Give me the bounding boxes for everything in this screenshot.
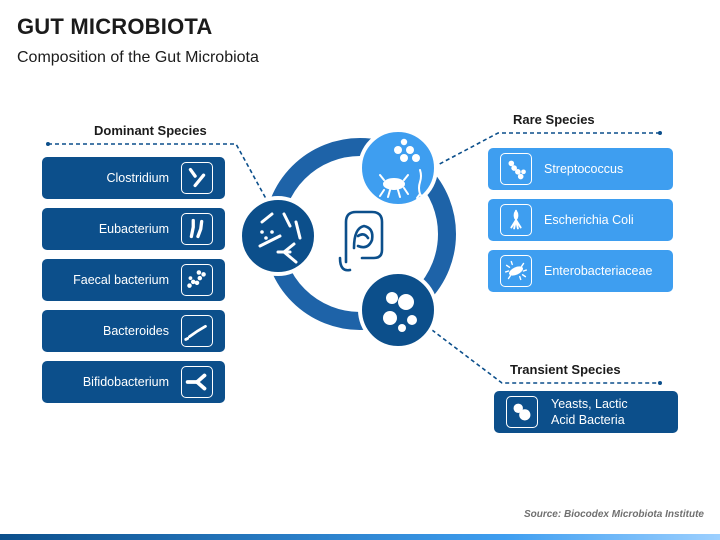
list-item-bacteroides — [42, 310, 225, 352]
item-label: Bifidobacterium — [82, 375, 169, 389]
dominant-heading: Dominant Species — [94, 123, 207, 138]
list-item-streptococcus — [488, 148, 673, 190]
rod-bacteria-icon — [181, 162, 213, 194]
item-label: Enterobacteriaceae — [544, 264, 653, 278]
y-shaped-bacteria-icon — [181, 366, 213, 398]
slender-rod-icon — [181, 315, 213, 347]
coccus-chain-icon — [181, 264, 213, 296]
list-item-escherichia-coli — [488, 199, 673, 241]
list-item-enterobacteriaceae — [488, 250, 673, 292]
item-label-line2: Acid Bacteria — [551, 413, 625, 427]
item-label: Bacteroides — [102, 324, 169, 338]
item-label: Eubacterium — [98, 222, 169, 236]
streptococcus-icon — [500, 153, 532, 185]
page-title: GUT MICROBIOTA — [17, 14, 213, 39]
source-note: Source: Biocodex Microbiota Institute — [523, 509, 704, 520]
list-item-yeasts-lactic-acid-bacteria — [494, 391, 678, 433]
item-label — [551, 396, 628, 428]
flagellated-bacterium-icon — [500, 204, 532, 236]
list-item-clostridium — [42, 157, 225, 199]
page-subtitle: Composition of the Gut Microbiota — [17, 49, 259, 66]
item-label: Faecal bacterium — [73, 273, 169, 287]
item-label: Escherichia Coli — [544, 213, 634, 227]
list-item-faecal-bacterium — [42, 259, 225, 301]
yeast-cells-icon — [506, 396, 538, 428]
transient-circle — [360, 272, 436, 348]
list-item-bifidobacterium — [42, 361, 225, 403]
item-label: Clostridium — [106, 171, 169, 185]
rare-heading: Rare Species — [513, 112, 595, 127]
enterobacteria-icon — [500, 255, 532, 287]
rare-circle — [360, 130, 436, 206]
bent-rod-bacteria-icon — [181, 213, 213, 245]
transient-heading: Transient Species — [510, 362, 621, 377]
bottom-accent-bar — [0, 534, 720, 540]
item-label: Streptococcus — [544, 162, 624, 176]
item-label-line1: Yeasts, Lactic — [551, 397, 628, 411]
list-item-eubacterium — [42, 208, 225, 250]
